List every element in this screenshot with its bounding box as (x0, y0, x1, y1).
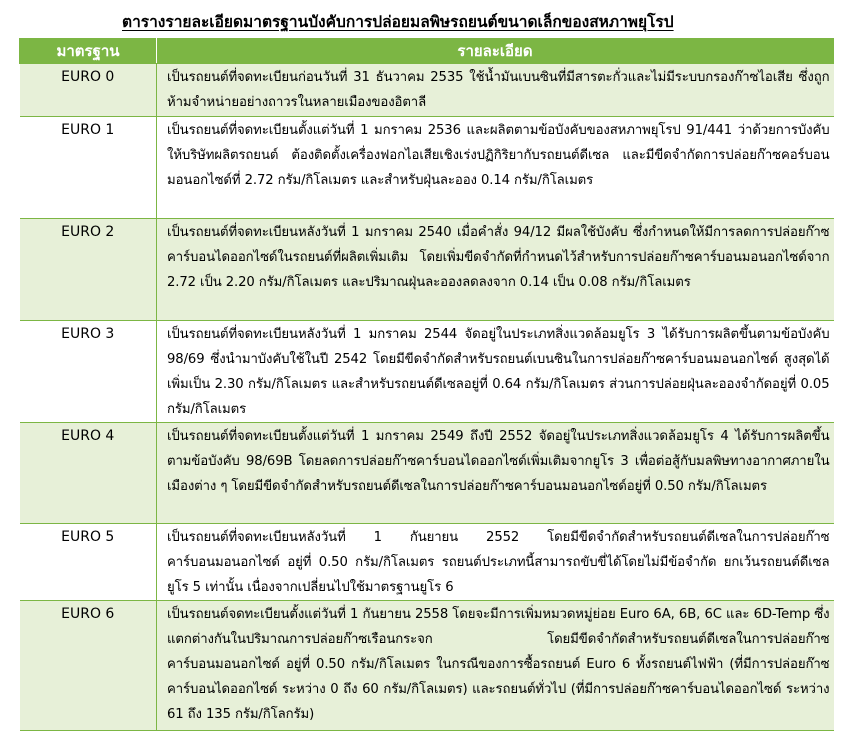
standard-cell: EURO 0 (20, 64, 157, 117)
standard-cell: EURO 3 (20, 321, 157, 423)
table-row (20, 601, 834, 731)
standard-cell: EURO 6 (20, 601, 157, 731)
column-header-detail: รายละเอียด (157, 39, 834, 64)
emission-standards-table (19, 38, 834, 731)
table-row (20, 64, 834, 117)
table-row (20, 423, 834, 524)
table-row (20, 524, 834, 601)
detail-cell: เป็นรถยนต์ที่จดทะเบียนตั้งแต่วันที่ 1 มกราคม 2549 ถึงปี 2552 จัดอยู่ในประเภทสิ่งแวดล้อมยูโร 4 ได้รับการผลิตขึ้นตามข้อบังคับ 98/69B โดยลดการปล่อยก๊าซคาร์บอนไดออกไซด์เพิ่มเติมจากยูโร 3 เพื่อต่อสู้กับมลพิษทางอากาศภายในเมืองต่าง ๆ โดยมีขีดจำกัดสำหรับรถยนต์ดีเซลในการปล่อยก๊าซคาร์บอนมอนอกไซด์อยู่ที่ 0.50 กรัม/กิโลเมตร (157, 423, 834, 524)
table-row (20, 321, 834, 423)
detail-cell: เป็นรถยนต์ที่จดทะเบียนก่อนวันที่ 31 ธันวาคม 2535 ใช้น้ำมันเบนซินที่มีสารตะกั่วและไม่มีระบบกรองก๊าซไอเสีย ซึ่งถูกห้ามจำหน่ายอย่างถาวรในหลายเมืองของอิตาลี (157, 64, 834, 117)
column-header-standard: มาตรฐาน (20, 39, 157, 64)
detail-cell: เป็นรถยนต์จดทะเบียนตั้งแต่วันที่ 1 กันยายน 2558 โดยจะมีการเพิ่มหมวดหมู่ย่อย Euro 6A, 6B, 6C และ 6D-Temp ซึ่งแตกต่างกันในปริมาณการปล่อยก๊าซเรือนกระจก โดยมีขีดจำกัดสำหรับรถยนต์ดีเซลในการปล่อยก๊าซคาร์บอนมอนอกไซด์ อยู่ที่ 0.50 กรัม/กิโลเมตร ในกรณีของการซื้อรถยนต์ Euro 6 ทั้งรถยนต์ไฟฟ้า (ที่มีการปล่อยก๊าซคาร์บอนไดออกไซด์ ระหว่าง 0 ถึง 60 กรัม/กิโลเมตร) และรถยนต์ทั่วไป (ที่มีการปล่อยก๊าซคาร์บอนไดออกไซด์ ระหว่าง 61 ถึง 135 กรัม/กิโลกรัม) (157, 601, 834, 731)
detail-cell: เป็นรถยนต์ที่จดทะเบียนหลังวันที่ 1 มกราคม 2540 เมื่อคำสั่ง 94/12 มีผลใช้บังคับ ซึ่งกำหนดให้มีการลดการปล่อยก๊าซคาร์บอนไดออกไซด์ในรถยนต์ที่ผลิตเพิ่มเติม โดยเพิ่มขีดจำกัดที่กำหนดไว้สำหรับการปล่อยก๊าซคาร์บอนมอนอกไซด์จาก 2.72 เป็น 2.20 กรัม/กิโลเมตร และปริมาณฝุ่นละอองลดลงจาก 0.14 เป็น 0.08 กรัม/กิโลเมตร (157, 219, 834, 321)
standard-cell: EURO 5 (20, 524, 157, 601)
detail-cell: เป็นรถยนต์ที่จดทะเบียนหลังวันที่ 1 มกราคม 2544 จัดอยู่ในประเภทสิ่งแวดล้อมยูโร 3 ได้รับการผลิตขึ้นตามข้อบังคับ 98/69 ซึ่งนำมาบังคับใช้ในปี 2542 โดยมีขีดจำกัดสำหรับรถยนต์เบนซินในการปล่อยก๊าซคาร์บอนมอนอกไซด์ สูงสุดได้เพิ่มเป็น 2.30 กรัม/กิโลเมตร และสำหรับรถยนต์ดีเซลอยู่ที่ 0.64 กรัม/กิโลเมตร ส่วนการปล่อยฝุ่นละอองจำกัดอยู่ที่ 0.05 กรัม/กิโลเมตร (157, 321, 834, 423)
detail-cell: เป็นรถยนต์ที่จดทะเบียนหลังวันที่ 1 กันยายน 2552 โดยมีขีดจำกัดสำหรับรถยนต์ดีเซลในการปล่อยก๊าซคาร์บอนมอนอกไซด์ อยู่ที่ 0.50 กรัม/กิโลเมตร รถยนต์ประเภทนี้สามารถขับขี่ได้โดยไม่มีข้อจำกัด ยกเว้นรถยนต์ดีเซลยูโร 5 เท่านั้น เนื่องจากเปลี่ยนไปใช้มาตรฐานยูโร 6 (157, 524, 834, 601)
standard-cell: EURO 2 (20, 219, 157, 321)
document-title: ตารางรายละเอียดมาตรฐานบังคับการปล่อยมลพิษรถยนต์ขนาดเล็กของสหภาพยุโรป (122, 13, 674, 31)
table-row (20, 117, 834, 219)
table-row (20, 219, 834, 321)
standard-cell: EURO 4 (20, 423, 157, 524)
detail-cell: เป็นรถยนต์ที่จดทะเบียนตั้งแต่วันที่ 1 มกราคม 2536 และผลิตตามข้อบังคับของสหภาพยุโรป 91/441 ว่าด้วยการบังคับให้บริษัทผลิตรถยนต์ ต้องติดตั้งเครื่องฟอกไอเสียเชิงเร่งปฏิกิริยากับรถยนต์ดีเซล และมีขีดจำกัดการปล่อยก๊าซคอร์บอนมอนอกไซด์ที่ 2.72 กรัม/กิโลเมตร และสำหรับฝุ่นละออง 0.14 กรัม/กิโลเมตร (157, 117, 834, 219)
standard-cell: EURO 1 (20, 117, 157, 219)
table-header-row (20, 39, 834, 64)
